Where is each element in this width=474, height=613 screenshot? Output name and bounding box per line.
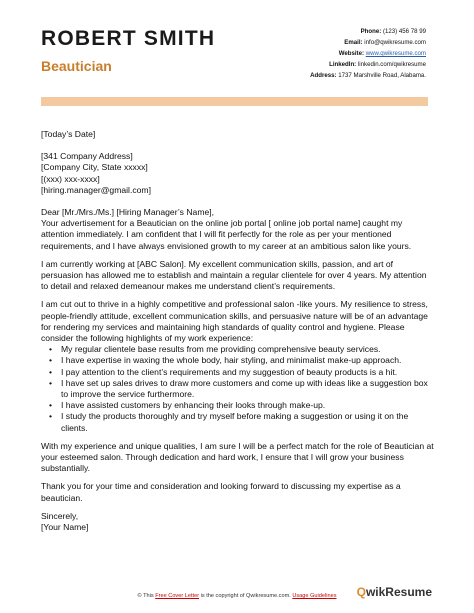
bullet-icon: •	[49, 411, 53, 422]
salutation: Dear [Mr./Mrs./Ms.] [Hiring Manager’s Name],	[41, 207, 215, 218]
header-divider	[41, 97, 428, 106]
bullet-icon: •	[49, 344, 53, 355]
contact-email: Email: info@qwikresume.com	[344, 39, 426, 46]
list-item: • I have assisted customers by enhancing their looks through make-up.	[49, 400, 326, 411]
bullet-icon: •	[49, 366, 53, 377]
address-line: [(xxx) xxx-xxxx]	[41, 173, 100, 184]
highlights-list	[49, 344, 436, 434]
contact-address: Address: 1737 Marshville Road, Alabama.	[310, 72, 426, 79]
address-line: [Company City, State xxxxx]	[41, 162, 148, 173]
qwikresume-logo: QwikResume	[356, 585, 432, 599]
signature: [Your Name]	[41, 522, 89, 533]
bullet-icon: •	[49, 377, 53, 388]
letter-body	[41, 129, 436, 533]
list-item: • I have set up sales drives to draw more customers and come up with ideas like a suggestion box to improve the service furthermore.	[49, 377, 428, 400]
address-line: [341 Company Address]	[41, 151, 133, 162]
applicant-name: ROBERT SMITH	[41, 27, 216, 50]
job-title: Beautician	[41, 58, 112, 74]
closing: Sincerely,	[41, 510, 79, 521]
website-link[interactable]: www.qwikresume.com	[365, 50, 426, 57]
paragraph-3: I am cut out to thrive in a highly competitive and professional salon -like yours. My resilience to stress, people-friendly attitude, excellent communication skills, and persuasive nature will be of an advantage for rendering my services and maintaining high standards of quality control and hygiene. Please consider the following highlights of my work experience:	[41, 299, 428, 344]
bullet-icon: •	[49, 400, 53, 411]
footer-copyright: © This Free Cover Letter is the copyright of Qwikresume.com. Usage Guidelines	[137, 593, 337, 599]
list-item: • I study the products thoroughly and try myself before making a suggestion or using it on the clients.	[49, 411, 409, 433]
contact-linkedin: LinkedIn: linkedin.com/qwikresume	[329, 61, 426, 68]
paragraph-5: Thank you for your time and consideration and looking forward to discussing my expertise as a beautician.	[41, 481, 401, 503]
usage-guidelines-link[interactable]: Usage Guidelines	[292, 593, 337, 599]
list-item: • I have expertise in waxing the whole body, hair styling, and minimalist make-up approach.	[49, 355, 402, 366]
paragraph-2: I am currently working at [ABC Salon]. My excellent communication skills, passion, and art of persuasion has allowed me to establish and maintain a regular clientele for over 4 years. My attention to detail and relaxed demeanour makes me understand client’s requirements.	[41, 258, 427, 292]
contact-block	[226, 26, 426, 81]
free-cover-letter-link[interactable]: Free Cover Letter	[155, 593, 200, 599]
address-line: [hiring.manager@gmail.com]	[41, 184, 151, 195]
bullet-icon: •	[49, 355, 53, 366]
contact-phone: Phone: (123) 456 78 99	[360, 28, 426, 35]
list-item: • I pay attention to the client’s requirements and my suggestion of beauty products is a hit.	[49, 366, 398, 377]
letter-date: [Today’s Date]	[41, 129, 96, 139]
contact-website: Website: www.qwikresume.com	[338, 50, 426, 57]
paragraph-1: Your advertisement for a Beautician on the online job portal [ online job portal name] caught my attention immediately. I am confident that I will fit perfectly for the role as per your mentioned requirements, and I have always envisioned growth to my career at an ambitious salon like yours.	[41, 218, 412, 251]
list-item: • My regular clientele base results from me providing comprehensive beauty services.	[49, 344, 381, 355]
paragraph-4: With my experience and unique qualities, I am sure I will be a perfect match for the role of Beautician at your esteemed salon. Through dedication and hard work, I ensure that I will grow your business substantially.	[41, 440, 434, 474]
